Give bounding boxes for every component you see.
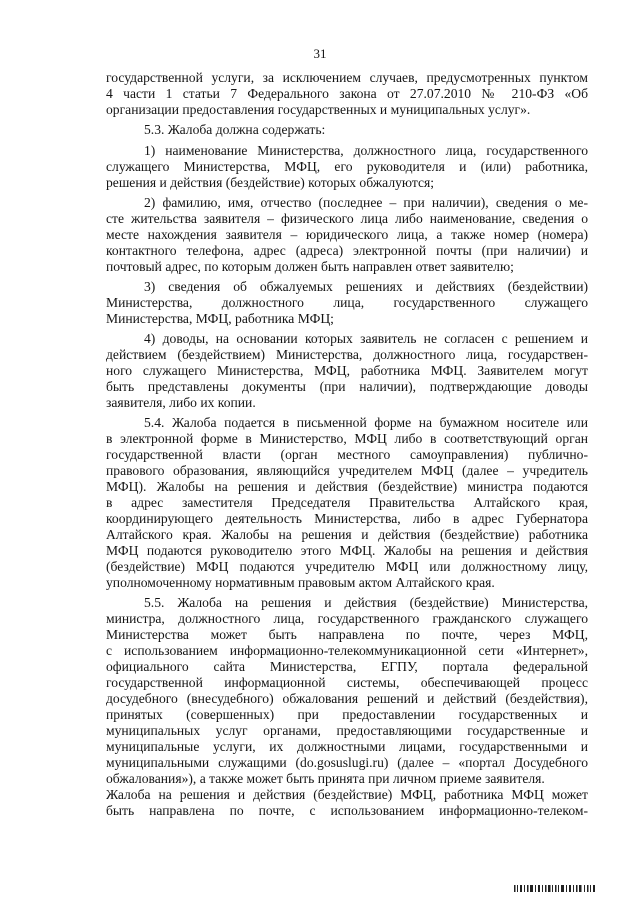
- text-line: Министерства, должностного лица, государственного служащего: [106, 295, 588, 310]
- text-line: обжалования»), а также может быть принята при личном приеме заявителя.: [106, 771, 545, 786]
- text-line: месте нахождения заявителя – юридического лица, а также номер (номера): [106, 227, 588, 242]
- text-line: координирующего деятельность Министерства, либо в адрес Губернатора: [106, 511, 588, 526]
- text-line: в электронной форме в Министерство, МФЦ либо в соответствующий орган: [106, 431, 588, 446]
- text-line: 5.3. Жалоба должна содержать:: [144, 122, 326, 137]
- text-line: государственной услуги, за исключением случаев, предусмотренных пунктом: [106, 70, 588, 85]
- text-line: заявителя, либо их копии.: [106, 395, 256, 410]
- text-line: официального сайта Министерства, ЕГПУ, портала федеральной: [106, 659, 588, 674]
- text-line: 4) доводы, на основании которых заявитель не согласен с решением и: [144, 331, 588, 346]
- text-line: муниципальных услуг органами, предоставляющими государственные и: [106, 723, 588, 738]
- text-line: Министерства может быть направлена по почте, через МФЦ,: [106, 627, 588, 642]
- text-line: 3) сведения об обжалуемых решениях и действиях (бездействии): [144, 279, 588, 294]
- text-line: министра, должностного лица, государственного гражданского служащего: [106, 611, 588, 626]
- text-line: принятых (совершенных) при предоставлении государственных и: [106, 707, 588, 722]
- text-line: служащего Министерства, МФЦ, его руководителя и (или) работника,: [106, 159, 588, 174]
- text-line: досудебного (внесудебного) обжалования решений и действий (бездействия),: [106, 691, 588, 706]
- text-line: почтовый адрес, по которым должен быть направлен ответ заявителю;: [106, 259, 514, 274]
- text-line: действием (бездействием) Министерства, должностного лица, государствен-: [106, 347, 588, 362]
- text-line: МФЦ). Жалобы на решения и действия (бездействие) министра подаются: [106, 479, 588, 494]
- text-line: правового образования, являющийся учредителем МФЦ (далее – учредитель: [106, 463, 588, 478]
- text-line: ного служащего Министерства, МФЦ, работника МФЦ. Заявителем могут: [106, 363, 588, 378]
- text-line: муниципальными служащими (do.gosuslugi.ru) (далее – «портал Досудебного: [106, 755, 588, 770]
- text-line: государственной информационной системы, обеспечивающей процесс: [106, 675, 588, 690]
- text-line: государственной власти (орган местного самоуправления) публично-: [106, 447, 588, 462]
- text-line: организации предоставления государственных и муниципальных услуг».: [106, 102, 531, 117]
- text-line: решения и действия (бездействие) которых обжалуются;: [106, 175, 435, 190]
- text-line: в адрес заместителя Председателя Правительства Алтайского края,: [106, 495, 588, 510]
- page-number: 31: [313, 46, 327, 61]
- text-line: быть направлена по почте, с использованием информационно-телеком-: [106, 803, 588, 818]
- text-line: 1) наименование Министерства, должностного лица, государственного: [144, 143, 588, 158]
- text-line: МФЦ подаются руководителю этого МФЦ. Жалобы на решения и действия: [106, 543, 588, 558]
- text-line: 5.4. Жалоба подается в письменной форме на бумажном носителе или: [144, 415, 588, 430]
- text-line: (бездействие) МФЦ подаются учредителю МФЦ или должностному лицу,: [106, 559, 588, 574]
- text-line: сте жительства заявителя – физического лица либо наименование, сведения о: [106, 211, 588, 226]
- text-line: 4 части 1 статьи 7 Федерального закона от 27.07.2010 № 210-ФЗ «Об: [106, 86, 588, 101]
- text-line: быть представлены документы (при наличии), подтверждающие доводы: [106, 379, 588, 394]
- text-line: контактного телефона, адрес (адреса) электронной почты (при наличии) и: [106, 243, 588, 258]
- text-line: 5.5. Жалоба на решения и действия (бездействие) Министерства,: [144, 595, 588, 610]
- text-line: уполномоченному нормативным правовым актом Алтайского края.: [106, 575, 495, 590]
- text-line: Алтайского края. Жалобы на решения и действия (бездействие) работника: [106, 527, 588, 542]
- scan-barcode-mark: [514, 882, 596, 894]
- text-line: Министерства, МФЦ, работника МФЦ;: [106, 311, 334, 326]
- text-line: Жалоба на решения и действия (бездействие) МФЦ, работника МФЦ может: [106, 787, 588, 802]
- text-line: муниципальные услуги, их должностными лицами, государственными и: [106, 739, 588, 754]
- text-line: с использованием информационно-телекоммуникационной сети «Интернет»,: [106, 643, 588, 658]
- text-line: 2) фамилию, имя, отчество (последнее – при наличии), сведения о ме-: [144, 195, 588, 210]
